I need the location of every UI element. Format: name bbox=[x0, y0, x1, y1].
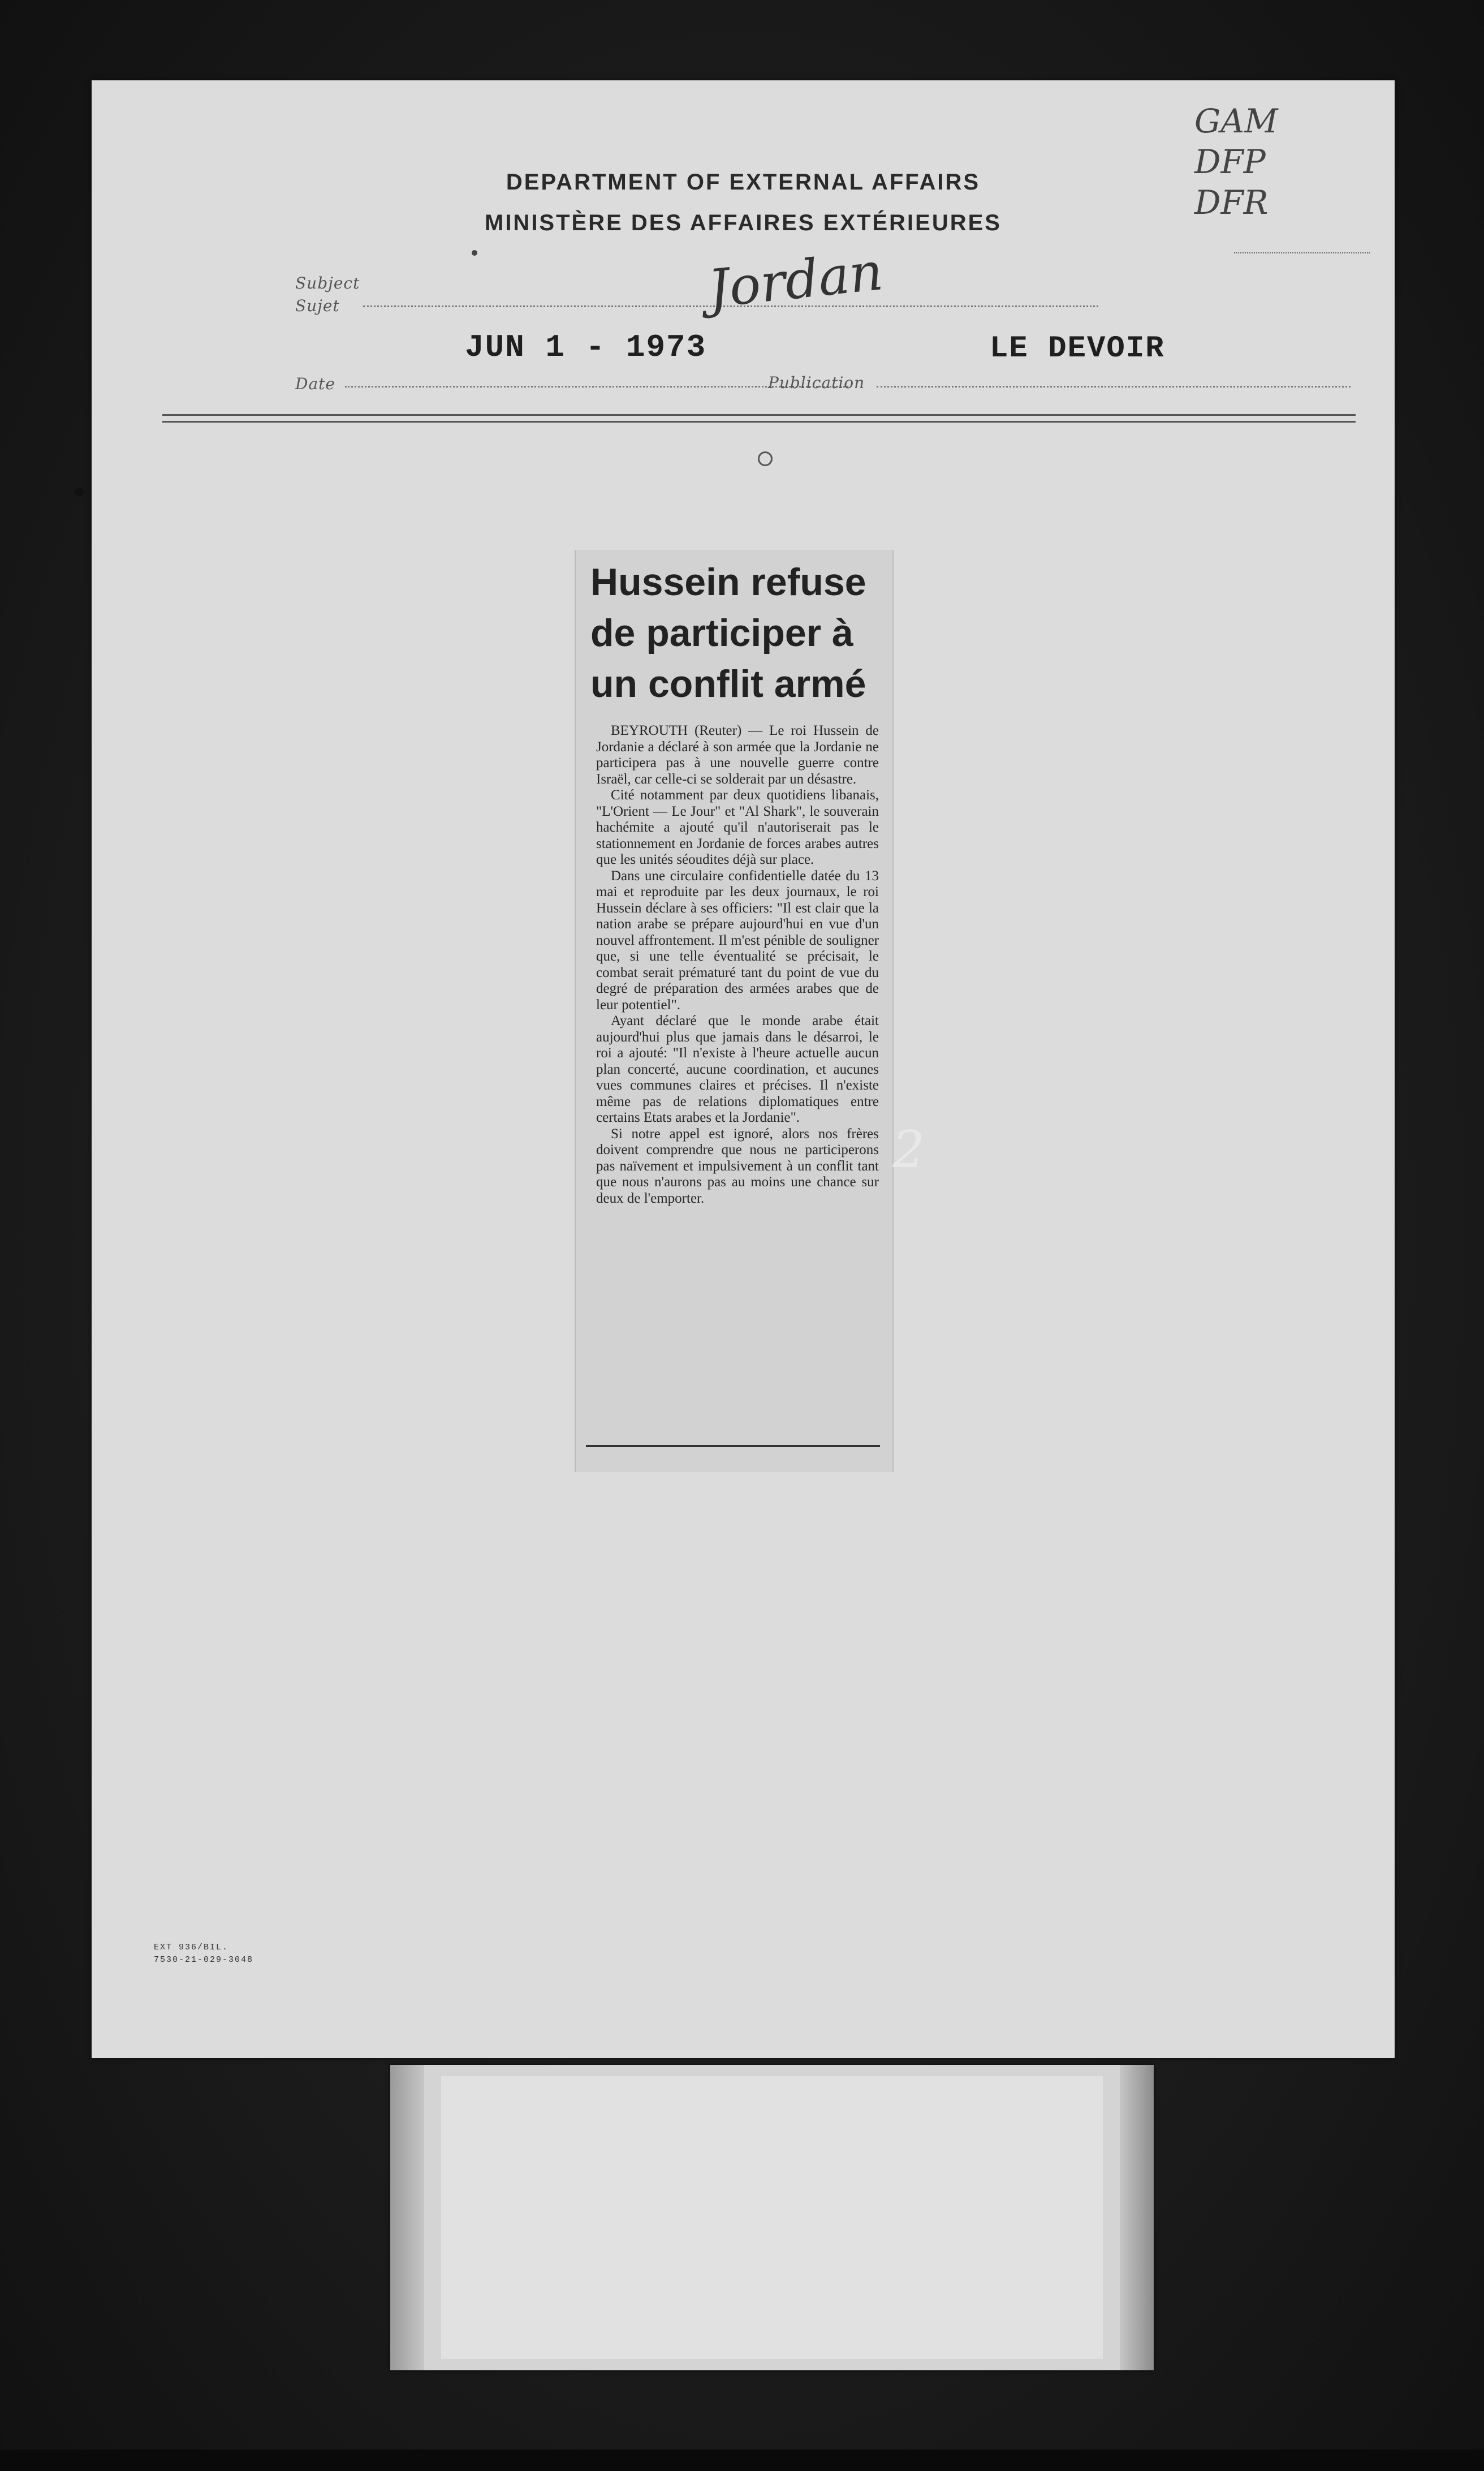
subject-label-fr: Sujet bbox=[295, 296, 340, 315]
subject-label-en: Subject bbox=[295, 274, 360, 292]
clipping-paragraph: Cité notamment par deux quotidiens libanais, "L'Orient — Le Jour" et "Al Shark", le souverain hachémite a ajouté qu'il n'autoriserait pas le stationnement en Jordanie de forces arabes autres que les unités séoudites déjà sur place. bbox=[596, 787, 879, 867]
header-rule-bottom bbox=[162, 421, 1356, 423]
date-stamp: JUN 1 - 1973 bbox=[465, 329, 707, 365]
clipping-paragraph: Ayant déclaré que le monde arabe était aujourd'hui plus que jamais dans le désarroi, le roi a ajouté: "Il n'existe à l'heure actuelle aucun plan concerté, aucune coordination, et aucunes vues communes claires et précises. Il n'existe même pas de relations diplomatiques entre certains Etats arabes et la Jordanie". bbox=[596, 1013, 879, 1125]
clipping-headline: Hussein refuse de participer à un conflit armé bbox=[590, 561, 866, 705]
dust-speck bbox=[472, 250, 477, 256]
form-code-line-2: 7530-21-029-3048 bbox=[154, 1955, 254, 1965]
initials-line-2: DFP bbox=[1194, 143, 1266, 181]
target-card-edge bbox=[390, 2065, 424, 2370]
subject-value-handwritten: Jordan bbox=[705, 241, 886, 320]
margin-handwritten-mark: 2 bbox=[892, 1120, 925, 1179]
form-code-line-1: EXT 936/BIL. bbox=[154, 1943, 229, 1952]
form-code bbox=[154, 1942, 253, 1966]
clipping-bottom-rule bbox=[586, 1445, 880, 1447]
initials-line-1: GAM bbox=[1194, 102, 1278, 140]
publication-dotted-rule bbox=[877, 386, 1351, 388]
film-edge-strip bbox=[0, 2450, 1484, 2471]
dust-speck bbox=[75, 488, 84, 497]
newspaper-clipping bbox=[575, 550, 894, 1472]
clipping-body bbox=[596, 723, 879, 1207]
header-rule-top bbox=[162, 414, 1356, 416]
publication-stamp: LE DEVOIR bbox=[990, 332, 1165, 366]
microfilm-target-card bbox=[390, 2065, 1154, 2370]
department-header-fr: MINISTÈRE DES AFFAIRES EXTÉRIEURES bbox=[485, 210, 1002, 235]
target-card-blank bbox=[441, 2076, 1103, 2359]
clipping-paragraph: BEYROUTH (Reuter) — Le roi Hussein de Jordanie a déclaré à son armée que la Jordanie ne participera pas à une nouvelle guerre contre Israël, car celle-ci se solderait par un désastre. bbox=[596, 723, 879, 787]
initials-dotted-rule bbox=[1234, 252, 1370, 253]
department-header-en: DEPARTMENT OF EXTERNAL AFFAIRS bbox=[506, 170, 981, 195]
publication-label: Publication bbox=[768, 373, 865, 392]
clipping-paragraph: Si notre appel est ignoré, alors nos frères doivent comprendre que nous ne participerons pas naïvement et impulsivement à un conflit tant que nous n'aurons pas au moins une chance sur deux de l'emporter. bbox=[596, 1126, 879, 1206]
date-label: Date bbox=[295, 374, 335, 393]
target-card-edge bbox=[1120, 2065, 1154, 2370]
clipping-paragraph: Dans une circulaire confidentielle datée du 13 mai et reproduite par les deux journaux, le roi Hussein déclare à ses officiers: "Il est clair que la nation arabe se prépare aujourd'hui en vue d'un nouvel affrontement. Il m'est pénible de souligner que, si une telle éventualité se précisait, le combat serait prématuré tant du point de vue du degré de préparation des armées arabes que de leur potentiel". bbox=[596, 868, 879, 1013]
handwritten-initials bbox=[1194, 101, 1341, 223]
initials-line-3: DFR bbox=[1194, 183, 1269, 222]
document-page bbox=[92, 80, 1395, 2058]
punch-mark bbox=[758, 451, 773, 466]
